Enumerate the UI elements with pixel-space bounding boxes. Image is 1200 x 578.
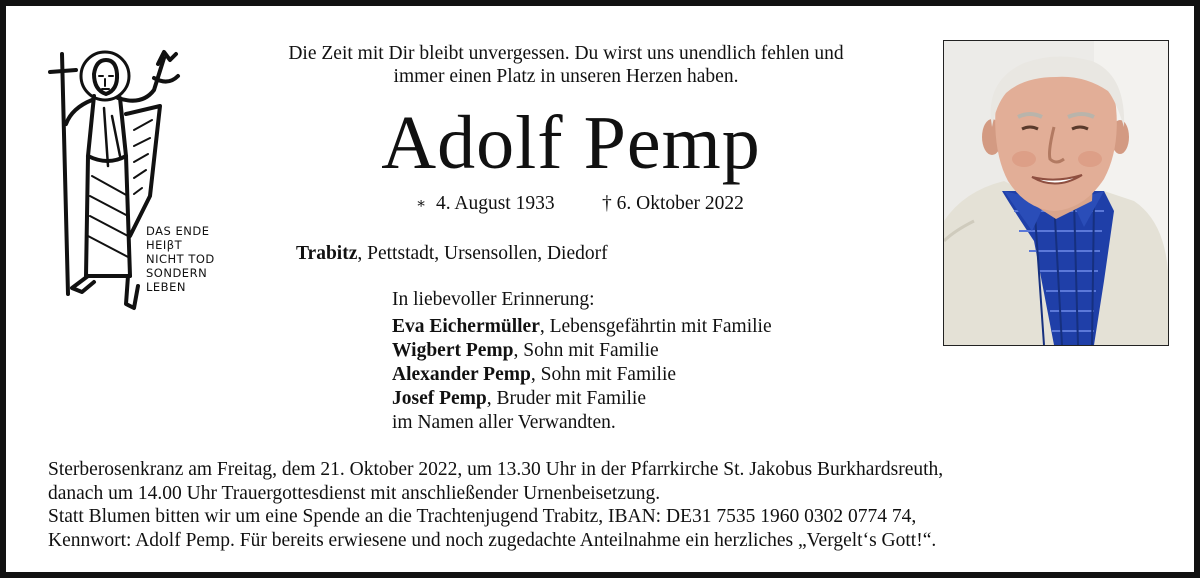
mourners-relatives: im Namen aller Verwandten. bbox=[392, 412, 616, 433]
service-line: Sterberosenkranz am Freitag, dem 21. Oktober 2022, um 13.30 Uhr in der Pfarrkirche St. Jakobus Burkhardsreuth, bbox=[48, 459, 944, 480]
motto-line: Die Zeit mit Dir bleibt unvergessen. Du wirst uns unendlich fehlen und bbox=[288, 43, 844, 64]
emblem-text-line: SONDERN bbox=[146, 266, 208, 280]
birth-date bbox=[416, 192, 555, 217]
emblem-text-line: HEIβT bbox=[146, 238, 183, 252]
mourner bbox=[392, 315, 852, 339]
mourner-name: Eva Eichermüller bbox=[392, 316, 540, 337]
mourner bbox=[392, 339, 852, 363]
emblem-text bbox=[146, 224, 215, 294]
emblem-text-line: DAS ENDE bbox=[146, 224, 210, 238]
service-information bbox=[48, 458, 1168, 552]
birth-star-icon: ∗ bbox=[416, 196, 427, 212]
place-rest: , Pettstadt, Ursensollen, Diedorf bbox=[357, 243, 608, 264]
places bbox=[296, 242, 608, 266]
emblem-text-line: NICHT TOD bbox=[146, 252, 215, 266]
mourner bbox=[392, 387, 852, 411]
death-date-text: 6. Oktober 2022 bbox=[616, 193, 744, 214]
mourners bbox=[392, 288, 852, 435]
mourner-name: Alexander Pemp bbox=[392, 364, 531, 385]
portrait-photo bbox=[943, 40, 1169, 346]
mourner-relation: , Sohn mit Familie bbox=[513, 340, 659, 361]
deceased-name: Adolf Pemp bbox=[381, 101, 761, 185]
service-line: danach um 14.00 Uhr Trauergottesdienst mit anschließender Urnenbeisetzung. bbox=[48, 482, 661, 504]
portrait-illustration bbox=[944, 41, 1168, 345]
mourner bbox=[392, 363, 852, 387]
mourner-relation: , Lebensgefährtin mit Familie bbox=[539, 316, 772, 337]
birth-date-text: 4. August 1933 bbox=[435, 193, 555, 214]
thanks-line: Kennwort: Adolf Pemp. Für bereits erwiesene und noch zugedachte Anteilnahme ein herzliches „Vergelt‘s Gott!“. bbox=[48, 529, 937, 551]
mourner-name: Wigbert Pemp bbox=[392, 340, 514, 361]
mourner-name: Josef Pemp bbox=[392, 388, 487, 409]
death-cross-icon: † bbox=[602, 193, 612, 214]
mourner-relation: , Sohn mit Familie bbox=[530, 364, 677, 385]
mourner-relation: , Bruder mit Familie bbox=[486, 388, 647, 409]
death-date bbox=[602, 192, 744, 216]
mourners-intro: In liebevoller Erinnerung: bbox=[392, 289, 595, 310]
emblem-text-line: LEBEN bbox=[146, 280, 186, 294]
motto bbox=[236, 42, 896, 88]
motto-line: immer einen Platz in unseren Herzen haben. bbox=[393, 66, 739, 87]
place-main: Trabitz bbox=[296, 243, 358, 264]
donation-line: Statt Blumen bitten wir um eine Spende an die Trachtenjugend Trabitz, IBAN: DE31 7535 1960 0302 0774 74, bbox=[48, 506, 917, 527]
